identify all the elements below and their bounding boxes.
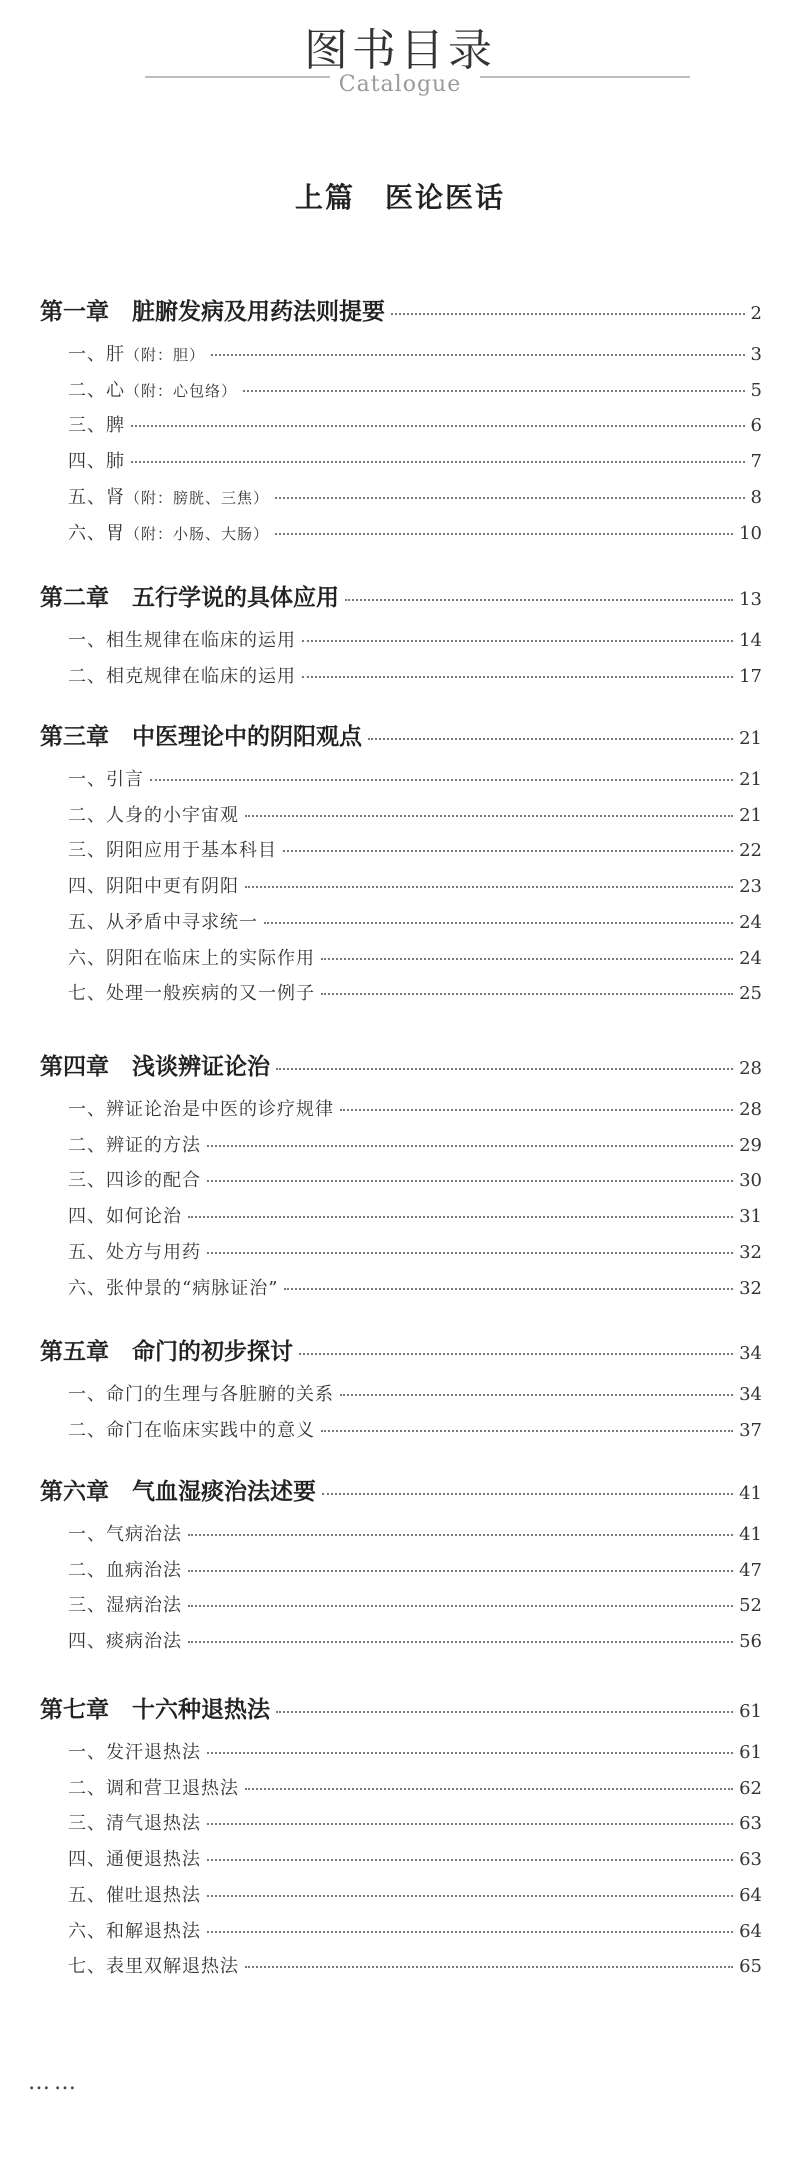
page-number: 32	[739, 1241, 762, 1263]
dot-leader	[284, 1288, 733, 1290]
toc-chapter-4[interactable]	[40, 1048, 762, 1081]
page-number: 61	[739, 1742, 762, 1763]
chapter-title: 第二章 五行学说的具体应用	[40, 584, 339, 611]
toc-entry[interactable]	[68, 1202, 762, 1228]
page-number: 30	[739, 1170, 762, 1192]
toc-entry[interactable]	[68, 1845, 762, 1871]
toc-chapter-3[interactable]	[40, 718, 762, 751]
page-number: 13	[739, 589, 762, 610]
toc-entry[interactable]	[68, 1809, 762, 1835]
toc-entry[interactable]	[68, 1095, 762, 1121]
entry-label: 三、清气退热法	[68, 1813, 201, 1835]
page-number: 8	[750, 486, 762, 508]
entry-label: 四、阴阳中更有阴阳	[68, 876, 239, 898]
toc-entry[interactable]	[68, 1738, 762, 1764]
entry-title	[68, 1238, 201, 1264]
toc-entry[interactable]	[68, 836, 762, 862]
entry-title	[68, 1809, 201, 1835]
page-number: 56	[739, 1631, 762, 1653]
page-number: 10	[739, 522, 762, 544]
entry-label: 五、肾	[68, 486, 125, 508]
dot-leader	[302, 640, 733, 642]
entry-label: 五、从矛盾中寻求统一	[68, 911, 258, 933]
continuation-ellipsis: ……	[28, 2070, 80, 2095]
entry-label: 四、如何论治	[68, 1206, 182, 1228]
entry-title	[68, 944, 315, 970]
entry-note: （附：心包络）	[125, 381, 238, 400]
entry-title	[68, 1274, 278, 1300]
dot-leader	[207, 1859, 733, 1861]
entry-title	[68, 447, 125, 473]
page-number: 3	[750, 344, 762, 365]
toc-entry[interactable]	[68, 1520, 762, 1546]
entry-label: 三、阴阳应用于基本科目	[68, 840, 277, 862]
page-number: 64	[739, 1920, 762, 1942]
chapter-title: 第五章 命门的初步探讨	[40, 1338, 293, 1365]
dot-leader	[245, 815, 733, 817]
toc-chapter-1[interactable]	[40, 293, 762, 326]
dot-leader	[207, 1895, 733, 1897]
entry-label: 二、调和营卫退热法	[68, 1777, 239, 1799]
page-number: 29	[739, 1134, 762, 1156]
page-number: 34	[739, 1384, 762, 1405]
dot-leader	[275, 497, 745, 499]
page-subtitle: Catalogue	[338, 72, 462, 97]
dot-leader	[211, 354, 745, 356]
dot-leader	[207, 1180, 733, 1182]
toc-entry[interactable]	[68, 1274, 762, 1300]
entry-label: 一、相生规律在临床的运用	[68, 630, 296, 651]
entry-title	[68, 872, 239, 898]
entry-title	[68, 376, 237, 402]
dot-leader	[391, 313, 745, 315]
entry-title	[68, 908, 258, 934]
chapter-title: 第七章 十六种退热法	[40, 1696, 270, 1723]
entry-label: 三、脾	[68, 415, 125, 437]
chapter-title: 第六章 气血湿痰治法述要	[40, 1478, 316, 1505]
entry-title	[68, 1591, 182, 1617]
toc-entry[interactable]	[68, 340, 762, 366]
page-number: 21	[739, 804, 762, 826]
dot-leader	[188, 1605, 733, 1607]
entry-label: 一、引言	[68, 769, 144, 790]
dot-leader	[302, 676, 733, 678]
dot-leader	[340, 1394, 733, 1396]
entry-label: 三、四诊的配合	[68, 1170, 201, 1192]
page-number: 65	[739, 1956, 762, 1978]
entry-title	[68, 1166, 201, 1192]
page-number: 31	[739, 1206, 762, 1228]
entry-label: 七、处理一般疾病的又一例子	[68, 983, 315, 1005]
page-number: 28	[739, 1058, 762, 1079]
entry-note: （附：膀胱、三焦）	[125, 488, 270, 507]
toc-entry[interactable]	[68, 1556, 762, 1582]
entry-title	[68, 1556, 182, 1582]
page-number: 22	[739, 840, 762, 862]
page-number: 23	[739, 876, 762, 898]
entry-label: 一、肝	[68, 344, 125, 365]
page-number: 62	[739, 1777, 762, 1799]
toc-entry[interactable]	[68, 765, 762, 791]
page-number: 21	[739, 769, 762, 790]
page-number: 17	[739, 665, 762, 687]
toc-entry[interactable]	[68, 626, 762, 652]
entry-title	[68, 1202, 182, 1228]
dot-leader	[368, 738, 733, 740]
dot-leader	[131, 461, 745, 463]
toc-entry[interactable]	[68, 519, 762, 545]
entry-title	[68, 801, 239, 827]
page-number: 61	[739, 1701, 762, 1722]
toc-entry[interactable]	[68, 1380, 762, 1406]
entry-note: （附：胆）	[125, 346, 206, 364]
entry-label: 三、湿病治法	[68, 1595, 182, 1617]
entry-title	[68, 411, 125, 437]
page-title: 图书目录	[304, 25, 496, 76]
dot-leader	[188, 1534, 733, 1536]
entry-label: 六、张仲景的“病脉证治”	[68, 1277, 279, 1299]
toc-chapter-7[interactable]	[40, 1691, 762, 1724]
entry-title	[68, 1738, 201, 1764]
chapter-title: 第一章 脏腑发病及用药法则提要	[40, 298, 385, 325]
entry-label: 四、通便退热法	[68, 1849, 201, 1871]
entry-title	[68, 1095, 334, 1121]
entry-title	[68, 1416, 315, 1442]
dot-leader	[207, 1823, 733, 1825]
entry-label: 四、肺	[68, 451, 125, 473]
toc-entry[interactable]	[68, 1166, 762, 1192]
toc-entry[interactable]	[68, 1774, 762, 1800]
page-number: 52	[739, 1595, 762, 1617]
dot-leader	[321, 958, 733, 960]
entry-title	[68, 1520, 182, 1546]
dot-leader	[207, 1752, 733, 1754]
page-number: 64	[739, 1884, 762, 1906]
page-number: 63	[739, 1849, 762, 1871]
entry-label: 四、痰病治法	[68, 1631, 182, 1653]
toc-entry[interactable]	[68, 1238, 762, 1264]
entry-label: 六、和解退热法	[68, 1920, 201, 1942]
entry-label: 六、阴阳在临床上的实际作用	[68, 947, 315, 969]
entry-label: 五、处方与用药	[68, 1241, 201, 1263]
dot-leader	[264, 922, 733, 924]
toc-entry[interactable]	[68, 801, 762, 827]
toc-entry[interactable]	[68, 447, 762, 473]
entry-label: 五、催吐退热法	[68, 1884, 201, 1906]
dot-leader	[245, 886, 733, 888]
toc-entry[interactable]	[68, 872, 762, 898]
page-header	[0, 0, 800, 110]
entry-label: 二、命门在临床实践中的意义	[68, 1419, 315, 1441]
dot-leader	[207, 1931, 733, 1933]
entry-label: 一、气病治法	[68, 1524, 182, 1545]
entry-label: 六、胃	[68, 522, 125, 544]
toc-entry[interactable]	[68, 1416, 762, 1442]
dot-leader	[150, 779, 733, 781]
toc-entry[interactable]	[68, 1591, 762, 1617]
entry-label: 二、人身的小宇宙观	[68, 804, 239, 826]
entry-label: 二、血病治法	[68, 1559, 182, 1581]
entry-title	[68, 519, 269, 545]
chapter-title: 第三章 中医理论中的阴阳观点	[40, 723, 362, 750]
entry-title	[68, 1881, 201, 1907]
entry-label: 一、命门的生理与各脏腑的关系	[68, 1384, 334, 1405]
toc-entry[interactable]	[68, 1917, 762, 1943]
entry-title	[68, 626, 296, 652]
entry-label: 一、发汗退热法	[68, 1742, 201, 1763]
page-number: 41	[739, 1524, 762, 1545]
entry-title	[68, 1380, 334, 1406]
dot-leader	[243, 390, 745, 392]
dot-leader	[276, 1711, 733, 1713]
entry-title	[68, 483, 269, 509]
page-number: 24	[739, 911, 762, 933]
entry-title	[68, 1917, 201, 1943]
dot-leader	[321, 993, 733, 995]
page-number: 63	[739, 1813, 762, 1835]
toc-entry[interactable]	[68, 483, 762, 509]
dot-leader	[283, 850, 733, 852]
dot-leader	[207, 1145, 733, 1147]
page-number: 7	[750, 451, 762, 473]
entry-title	[68, 1774, 239, 1800]
page-number: 47	[739, 1559, 762, 1581]
toc-entry[interactable]	[68, 1952, 762, 1978]
entry-title	[68, 1952, 239, 1978]
chapter-title: 第四章 浅谈辨证论治	[40, 1053, 270, 1080]
dot-leader	[275, 533, 733, 535]
toc-chapter-2[interactable]	[40, 579, 762, 612]
page-number: 28	[739, 1099, 762, 1120]
dot-leader	[245, 1966, 733, 1968]
entry-title	[68, 836, 277, 862]
page-number: 6	[750, 415, 762, 437]
part-title: 上篇 医论医话	[294, 181, 505, 214]
entry-title	[68, 1627, 182, 1653]
dot-leader	[340, 1109, 733, 1111]
page-number: 25	[739, 983, 762, 1005]
entry-label: 二、心	[68, 379, 125, 401]
entry-label: 二、辨证的方法	[68, 1134, 201, 1156]
entry-label: 一、辨证论治是中医的诊疗规律	[68, 1099, 334, 1120]
toc-entry[interactable]	[68, 411, 762, 437]
page-number: 32	[739, 1277, 762, 1299]
entry-label: 七、表里双解退热法	[68, 1956, 239, 1978]
dot-leader	[188, 1641, 733, 1643]
page-number: 34	[739, 1343, 762, 1364]
dot-leader	[345, 599, 733, 601]
entry-title	[68, 1845, 201, 1871]
toc-entry[interactable]	[68, 979, 762, 1005]
dot-leader	[321, 1430, 733, 1432]
entry-title	[68, 979, 315, 1005]
page-number: 5	[750, 379, 762, 401]
dot-leader	[276, 1068, 733, 1070]
page-number: 2	[750, 303, 762, 324]
page-number: 41	[739, 1483, 762, 1504]
toc-entry[interactable]	[68, 1881, 762, 1907]
page-number: 21	[739, 728, 762, 749]
dot-leader	[188, 1570, 733, 1572]
page-number: 24	[739, 947, 762, 969]
toc-entry[interactable]	[68, 944, 762, 970]
entry-title	[68, 765, 144, 791]
dot-leader	[245, 1788, 733, 1790]
dot-leader	[322, 1493, 733, 1495]
toc-chapter-6[interactable]	[40, 1473, 762, 1506]
toc-entry[interactable]	[68, 908, 762, 934]
entry-title	[68, 1131, 201, 1157]
dot-leader	[188, 1216, 733, 1218]
entry-title	[68, 662, 296, 688]
page-number: 37	[739, 1419, 762, 1441]
toc-entry[interactable]	[68, 1627, 762, 1653]
toc-entry[interactable]	[68, 1131, 762, 1157]
toc-chapter-5[interactable]	[40, 1333, 762, 1366]
toc-entry[interactable]	[68, 376, 762, 402]
entry-title	[68, 340, 205, 366]
dot-leader	[299, 1353, 733, 1355]
entry-note: （附：小肠、大肠）	[125, 524, 270, 543]
entry-label: 二、相克规律在临床的运用	[68, 665, 296, 687]
toc-entry[interactable]	[68, 662, 762, 688]
dot-leader	[207, 1252, 733, 1254]
page-number: 14	[739, 630, 762, 651]
dot-leader	[131, 425, 745, 427]
